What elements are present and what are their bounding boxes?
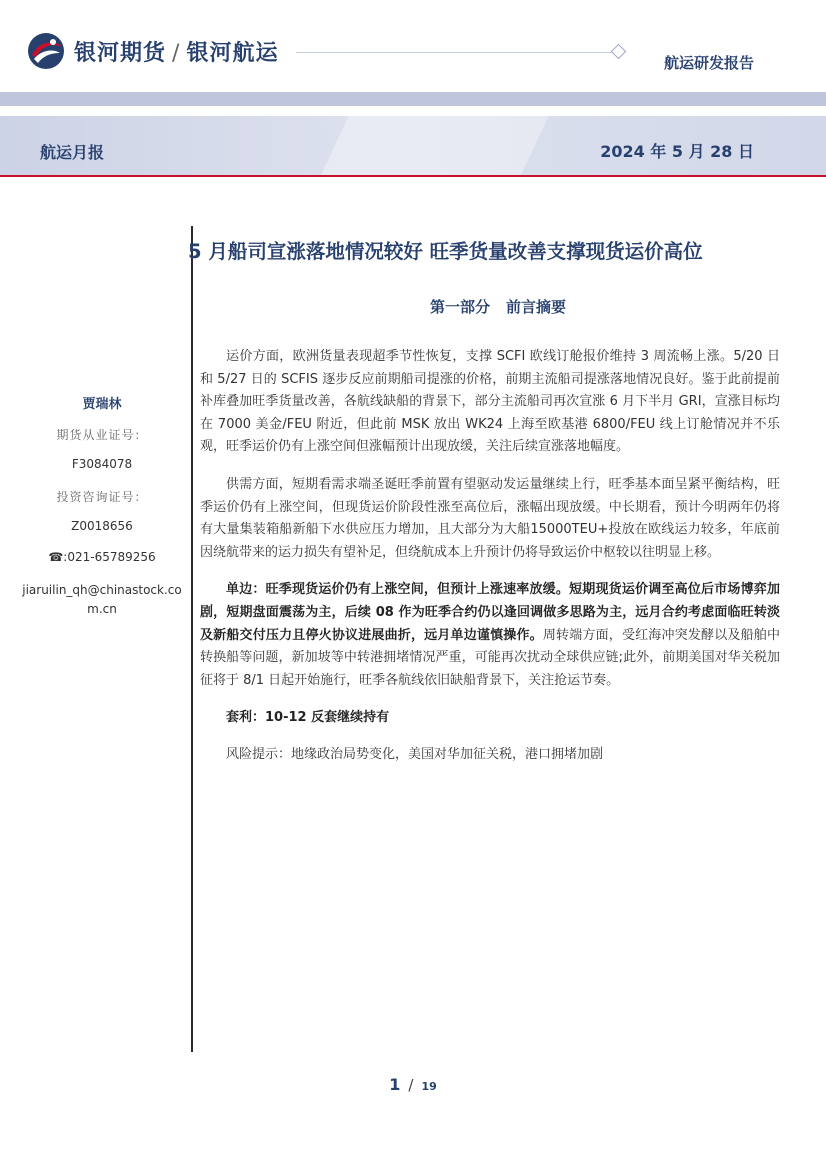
paragraph-strategy	[200, 579, 780, 692]
report-category: 航运月报	[40, 143, 105, 162]
paragraph-supply-demand: 供需方面，短期看需求端圣诞旺季前置有望驱动发运量继续上行，旺季基本面呈紧平衡结构，旺季运价仍有上涨空间，但现货运价阶段性涨至高位后，涨幅出现放缓。中长期看，预计今明两年仍将有大量集装箱船新船下水供应压力增加，且大部分为大船15000TEU+投放在欧线运力较多，年底前因绕航带来的运力损失有望补足，但绕航成本上升预计仍将导致运价中枢较以往明显上移。	[200, 476, 780, 560]
header-divider	[296, 52, 616, 53]
license-label: 期货从业证号：	[56, 428, 148, 442]
strategy-bold: 单边：旺季现货运价仍有上涨空间，但预计上涨速率放缓。短期现货运价调至高位后市场博弈加剧，短期盘面震荡为主，后续 08 作为旺季合约仍以逢回调做多思路为主，远月合约考虑面临旺转淡及新船交付压力且停火协议进展曲折，远月单边谨慎操作。	[200, 582, 780, 643]
red-divider	[0, 175, 826, 177]
author-name: 贾瑞林	[82, 397, 122, 412]
author-panel	[20, 393, 184, 619]
brand-name	[74, 36, 278, 67]
section-name: 前言摘要	[506, 298, 567, 316]
brand-primary: 银河期货	[74, 41, 167, 66]
title-band	[0, 116, 826, 175]
author-phone: ☎:021-65789256	[48, 550, 156, 564]
paragraph-freight: 运价方面，欧洲货量表现超季节性恢复，支撑 SCFI 欧线订舱报价维持 3 周流畅上涨。5/20 日和 5/27 日的 SCFIS 逐步反应前期船司提涨的价格，前期主流船司提涨落地情况良好。鉴于此前提前补库叠加旺季货量改善，各航线缺船的背景下，部分主流船司再次宣涨 6 月下半月 GRI，宣涨目标均在 7000 美金/FEU 附近，但此前 MSK 放出 WK24 上海至欧基港 6800/FEU 线上订舱情况并不乐观，旺季运价仍有上涨空间但涨幅预计出现放缓，关注后续宣涨落地幅度。	[200, 349, 780, 455]
page-total: 19	[421, 1080, 437, 1093]
advisory-value: Z0018656	[71, 519, 133, 533]
header-gap	[0, 106, 826, 116]
paragraph-arbitrage	[200, 707, 780, 730]
report-header	[0, 0, 826, 92]
summary-body	[200, 346, 780, 782]
paragraph-risk: 风险提示：地缘政治局势变化，美国对华加征关税，港口拥堵加剧	[226, 746, 604, 762]
report-type: 航运研发报告	[663, 54, 754, 72]
page-number	[0, 1075, 826, 1094]
header-band	[0, 92, 826, 106]
page-current: 1	[389, 1075, 401, 1094]
arbitrage-text: 套利：10-12 反套继续持有	[226, 710, 390, 726]
strategy-rest: 周转端方面，受红海冲突发酵以及船舶中转换船等问题，新加坡等中转港拥堵情况严重，可能再次扰动全球供应链;此外，前期美国对华关税加征将于 8/1 日起开始施行，旺季各航线依旧缺船背景下，关注抢运节奏。	[200, 627, 780, 688]
band-highlight	[302, 116, 558, 175]
brand-secondary: 银河航运	[186, 41, 279, 66]
license-value: F3084078	[71, 457, 133, 471]
galaxy-logo-icon	[26, 31, 66, 71]
author-email[interactable]: jiaruilin_qh@chinastock.com.cn	[22, 583, 182, 616]
page-separator: /	[408, 1076, 414, 1094]
brand-separator: /	[172, 41, 181, 66]
advisory-label: 投资咨询证号：	[56, 490, 148, 504]
document-title: 5 月船司宣涨落地情况较好 旺季货量改善支撑现货运价高位	[188, 240, 703, 263]
column-divider	[191, 226, 193, 1052]
report-date: 2024 年 5 月 28 日	[600, 142, 754, 161]
section-title	[198, 296, 798, 317]
diamond-icon	[611, 44, 627, 60]
section-part: 第一部分	[429, 298, 490, 316]
